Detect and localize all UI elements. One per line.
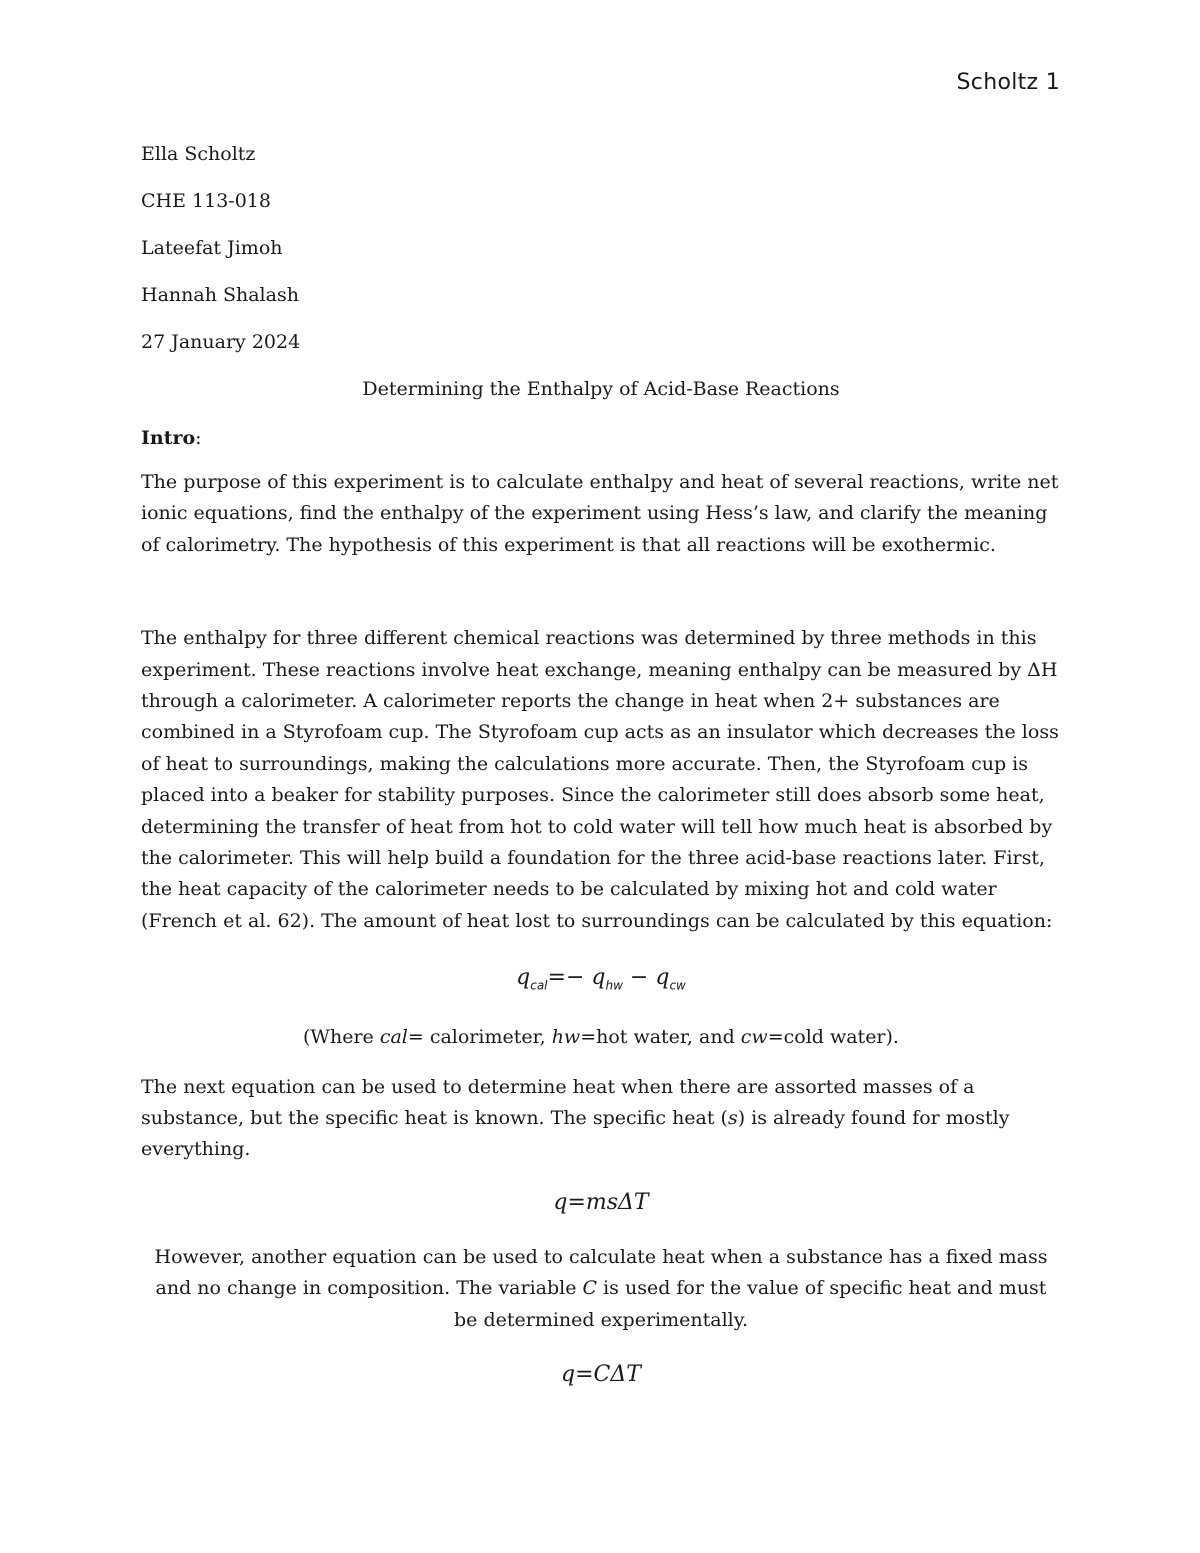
caption-var-hw: hw: [551, 1025, 581, 1048]
caption-cw-def: =cold water).: [767, 1025, 899, 1048]
paragraph-heat-capacity: [141, 1242, 1061, 1336]
caption-open: (Where: [303, 1025, 380, 1048]
intro-heading-colon: :: [195, 427, 202, 449]
equation-q-ms-delta-t: q=msΔT: [553, 1189, 649, 1215]
equation-1-caption: [141, 1023, 1061, 1052]
equation-q-c-delta-t: q=CΔT: [561, 1362, 641, 1388]
eq1-operator-equals-minus: =−: [547, 965, 585, 991]
intro-heading: [141, 424, 1061, 453]
caption-hw-def: =hot water, and: [580, 1025, 741, 1048]
eq1-q-cal: q: [516, 965, 531, 991]
paragraph-4-after: is used for the value of specific heat and must be determined experimentally.: [454, 1277, 1047, 1331]
paragraph-4-before: However, another equation can be used to calculate heat when a substance has a fixed mass and no change in composition. The variable: [154, 1245, 1048, 1300]
course-code: CHE 113-018: [141, 190, 271, 212]
intro-paragraph-1: The purpose of this experiment is to calculate enthalpy and heat of several reactions, write net ionic equations, find the enthalpy of the experiment using Hess’s law, and clarify the meaning of calorimetry. The hypothesis of this experiment is that all reactions will be exothermic.: [141, 471, 1059, 556]
caption-var-cal: cal: [379, 1025, 408, 1048]
author-name: Ella Scholtz: [141, 143, 256, 165]
instructor-name: Lateefat Jimoh: [141, 237, 283, 259]
eq1-sub-hw: hw: [605, 978, 623, 993]
running-head: Scholtz 1: [956, 70, 1060, 95]
document-date: 27 January 2024: [141, 331, 301, 353]
paragraph-specific-heat: [141, 1072, 1061, 1166]
equation-calorimeter-heat: [141, 963, 1061, 1000]
eq1-sub-cal: cal: [530, 978, 548, 993]
document-body: [141, 140, 1061, 1390]
paragraph-spacer: [141, 561, 1061, 623]
paragraph-3-var-s: s: [727, 1107, 738, 1130]
partner-name: Hannah Shalash: [141, 284, 299, 306]
intro-heading-text: Intro: [141, 427, 196, 449]
intro-paragraph-2: The enthalpy for three different chemical reactions was determined by three methods in this experiment. These reactions involve heat exchange, meaning enthalpy can be measured by ΔH through a calorimeter. A calorimeter reports the change in heat when 2+ substances are combined in a Styrofoam cup. The Styrofoam cup acts as an insulator which decreases the loss of heat to surroundings, making the calculations more accurate. Then, the Styrofoam cup is placed into a beaker for stability purposes. Since the calorimeter still does absorb some heat, determining the transfer of heat from hot to cold water will tell how much heat is absorbed by the calorimeter. This will help build a foundation for the three acid-base reactions later. First, the heat capacity of the calorimeter needs to be calculated by mixing hot and cold water (French et al. 62). The amount of heat lost to surroundings can be calculated by this equation:: [141, 627, 1059, 932]
eq1-operator-minus: −: [629, 965, 649, 991]
caption-var-cw: cw: [740, 1025, 768, 1048]
eq1-q-cw: q: [655, 965, 670, 991]
paragraph-3-after: ) is already found for mostly everything.: [141, 1107, 1010, 1161]
eq1-sub-cw: cw: [669, 978, 686, 993]
eq1-q-hw: q: [591, 965, 606, 991]
paragraph-3-before: The next equation can be used to determine heat when there are assorted masses of a substance, but the specific heat is known. The specific heat (: [141, 1075, 975, 1130]
paragraph-4-var-c: C: [582, 1277, 598, 1300]
document-title: Determining the Enthalpy of Acid-Base Reactions: [362, 378, 840, 400]
caption-cal-def: = calorimeter,: [407, 1025, 552, 1048]
